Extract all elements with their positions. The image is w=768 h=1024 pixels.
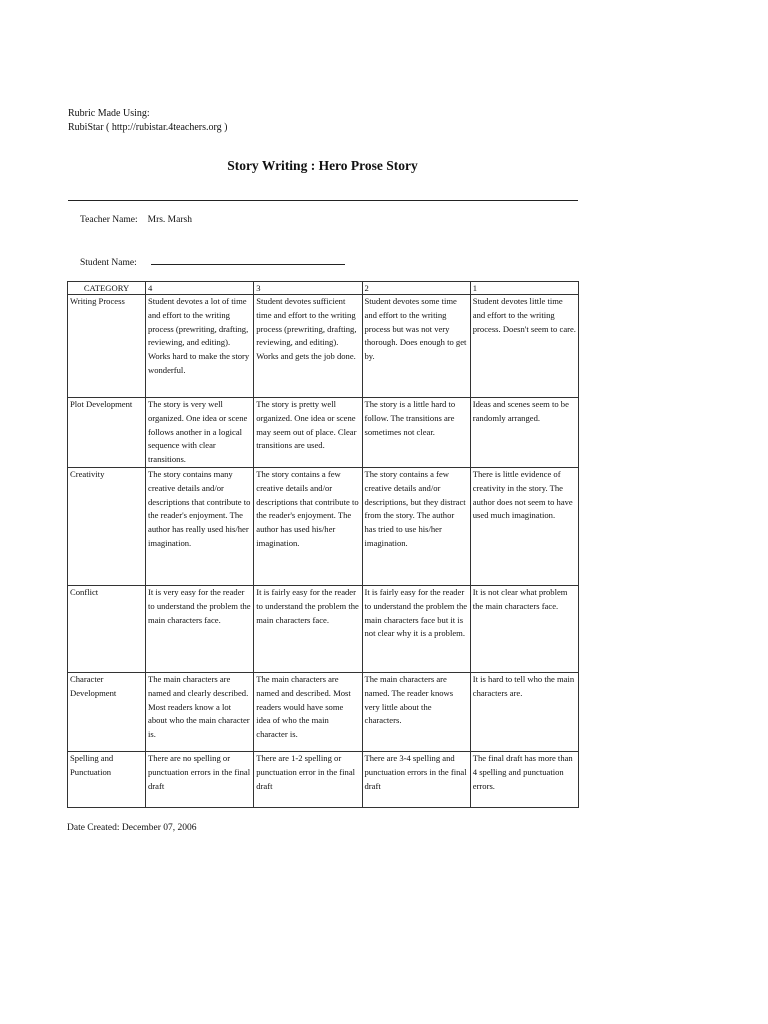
table-row	[68, 751, 579, 807]
table-cell: Student devotes sufficient time and effort to the writing process (prewriting, drafting, reviewing, and editing). Works and gets the job done.	[254, 295, 362, 398]
table-cell: Student devotes some time and effort to the writing process but was not very thorough. Does enough to get by.	[362, 295, 470, 398]
header-score-4: 4	[146, 282, 254, 295]
table-cell: Ideas and scenes seem to be randomly arranged.	[470, 398, 578, 468]
table-cell: There are no spelling or punctuation errors in the final draft	[146, 751, 254, 807]
teacher-name-value: Mrs. Marsh	[147, 215, 192, 225]
header-score-3: 3	[254, 282, 362, 295]
student-name-line	[80, 256, 345, 268]
table-cell: The story contains many creative details and/or descriptions that contribute to the reader's enjoyment. The author has really used his/her imagination.	[146, 467, 254, 585]
row-category: Plot Development	[68, 398, 146, 468]
row-category: Character Development	[68, 672, 146, 751]
table-cell: The main characters are named and described. Most readers would have some idea of who the main character is.	[254, 672, 362, 751]
table-cell: There are 3-4 spelling and punctuation errors in the final draft	[362, 751, 470, 807]
table-cell: It is hard to tell who the main characters are.	[470, 672, 578, 751]
row-category: Writing Process	[68, 295, 146, 398]
made-using-line2: RubiStar ( http://rubistar.4teachers.org )	[68, 122, 228, 133]
made-using-line1: Rubric Made Using:	[68, 108, 150, 119]
table-row	[68, 398, 579, 468]
table-cell: The story contains a few creative details and/or descriptions, but they distract from the story. The author has tried to use his/her imagination.	[362, 467, 470, 585]
table-cell: There is little evidence of creativity in the story. The author does not seem to have used much imagination.	[470, 467, 578, 585]
table-cell: Student devotes a lot of time and effort to the writing process (prewriting, drafting, reviewing, and editing). Works hard to make the story wonderful.	[146, 295, 254, 398]
header-score-2: 2	[362, 282, 470, 295]
table-cell: The story is a little hard to follow. The transitions are sometimes not clear.	[362, 398, 470, 468]
student-name-label: Student Name:	[80, 258, 137, 268]
teacher-name-line	[80, 215, 192, 225]
table-row	[68, 467, 579, 585]
header-score-1: 1	[470, 282, 578, 295]
table-cell: It is fairly easy for the reader to understand the problem the main characters face.	[254, 585, 362, 672]
rubric-made-using	[68, 107, 228, 135]
rubric-table	[67, 281, 579, 808]
row-category: Conflict	[68, 585, 146, 672]
table-cell: It is fairly easy for the reader to understand the problem the main characters face but it is not clear why it is a problem.	[362, 585, 470, 672]
table-cell: It is not clear what problem the main characters face.	[470, 585, 578, 672]
table-cell: There are 1-2 spelling or punctuation error in the final draft	[254, 751, 362, 807]
table-cell: The main characters are named and clearly described. Most readers know a lot about who the main character is.	[146, 672, 254, 751]
table-cell: Student devotes little time and effort to the writing process. Doesn't seem to care.	[470, 295, 578, 398]
table-row	[68, 672, 579, 751]
table-row	[68, 585, 579, 672]
student-name-blank	[151, 256, 345, 265]
table-row	[68, 295, 579, 398]
teacher-name-label: Teacher Name:	[80, 215, 138, 225]
table-cell: The story is pretty well organized. One idea or scene may seem out of place. Clear transitions are used.	[254, 398, 362, 468]
table-cell: It is very easy for the reader to understand the problem the main characters face.	[146, 585, 254, 672]
header-row	[68, 282, 579, 295]
table-cell: The story is very well organized. One idea or scene follows another in a logical sequence with clear transitions.	[146, 398, 254, 468]
table-cell: The final draft has more than 4 spelling and punctuation errors.	[470, 751, 578, 807]
title-divider	[68, 200, 578, 201]
header-category: CATEGORY	[68, 282, 146, 295]
table-cell: The main characters are named. The reader knows very little about the characters.	[362, 672, 470, 751]
table-cell: The story contains a few creative details and/or descriptions that contribute to the reader's enjoyment. The author has used his/her imagination.	[254, 467, 362, 585]
page-title: Story Writing : Hero Prose Story	[227, 158, 418, 173]
row-category: Spelling and Punctuation	[68, 751, 146, 807]
row-category: Creativity	[68, 467, 146, 585]
date-created: Date Created: December 07, 2006	[67, 823, 197, 833]
